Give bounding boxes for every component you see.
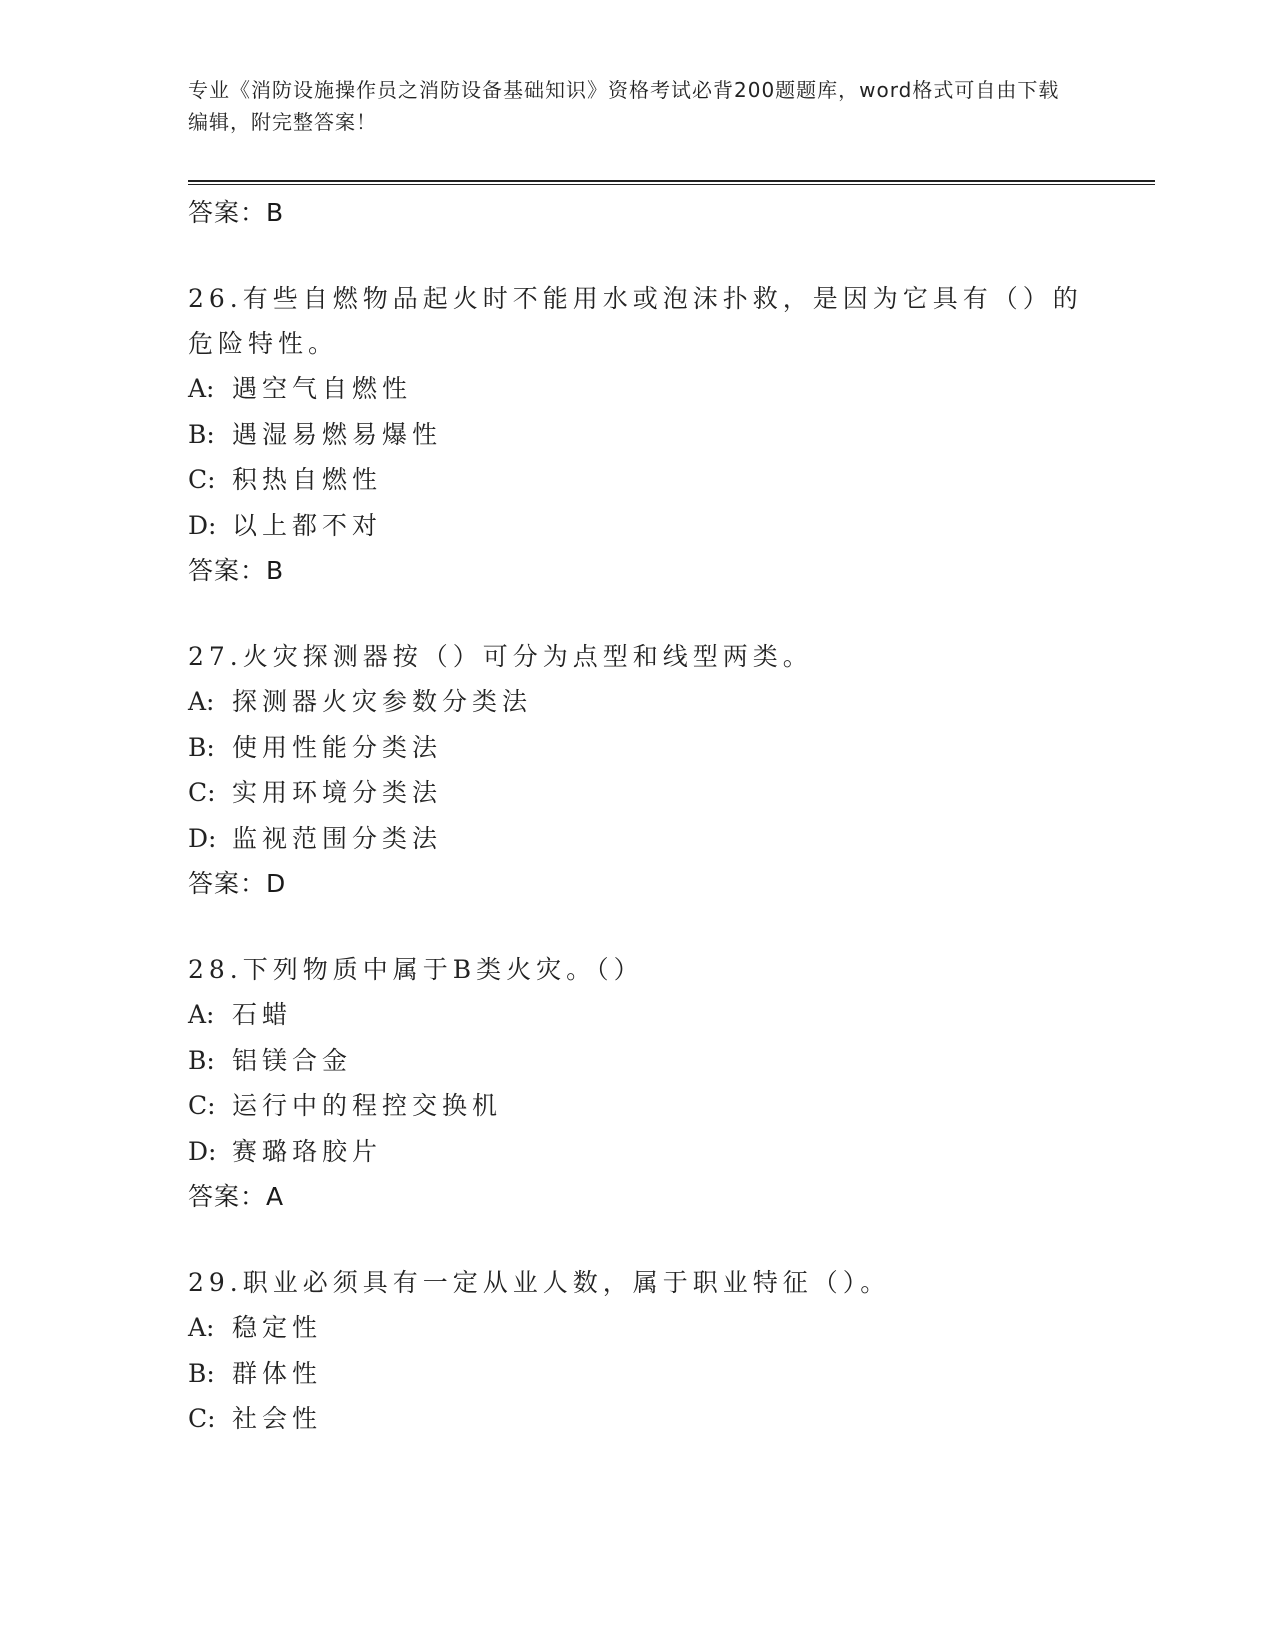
answer-line: 答案：B <box>188 198 285 227</box>
option-d <box>188 816 1088 862</box>
option-text: 稳定性 <box>232 1313 323 1342</box>
question-text: 29.职业必须具有一定从业人数，属于职业特征（）。 <box>188 1268 891 1297</box>
option-text: 探测器火灾参数分类法 <box>232 687 533 716</box>
question-item <box>188 947 1088 1220</box>
option-key: D: <box>188 823 217 853</box>
question-item <box>188 634 1088 907</box>
option-b <box>188 1038 1088 1084</box>
option-d <box>188 1129 1088 1175</box>
answer-line: 答案：D <box>188 869 287 898</box>
question-item <box>188 276 1088 594</box>
answer-line: 答案：A <box>188 1182 285 1211</box>
option-key: B: <box>188 419 215 449</box>
question-item <box>188 1260 1088 1442</box>
option-key: A: <box>188 374 215 403</box>
option-text: 社会性 <box>232 1404 323 1433</box>
page-header: 专业《消防设施操作员之消防设备基础知识》资格考试必背200题题库，word格式可自由下载编辑，附完整答案！ <box>188 78 1060 134</box>
option-d <box>188 503 1088 549</box>
option-a <box>188 366 1088 412</box>
option-a <box>188 992 1088 1038</box>
option-key: C: <box>188 778 216 807</box>
question-text: 27.火灾探测器按（）可分为点型和线型两类。 <box>188 642 813 671</box>
option-b <box>188 725 1088 771</box>
option-a <box>188 1305 1088 1351</box>
option-key: D: <box>188 1136 217 1166</box>
option-key: C: <box>188 1091 216 1120</box>
question-list <box>188 190 1088 1442</box>
option-text: 群体性 <box>232 1358 323 1388</box>
option-a <box>188 679 1088 725</box>
option-key: A: <box>188 687 215 716</box>
option-b <box>188 412 1088 458</box>
answer-line: 答案：B <box>188 556 285 585</box>
option-text: 遇空气自燃性 <box>232 374 413 403</box>
option-c <box>188 457 1088 503</box>
option-b <box>188 1351 1088 1397</box>
option-key: B: <box>188 1358 215 1388</box>
option-text: 遇湿易燃易爆性 <box>232 419 443 449</box>
option-text: 监视范围分类法 <box>232 823 443 853</box>
option-text: 使用性能分类法 <box>232 732 443 762</box>
option-text: 运行中的程控交换机 <box>232 1091 503 1120</box>
header-divider <box>188 180 1155 182</box>
option-key: A: <box>188 1313 215 1342</box>
option-key: B: <box>188 1045 215 1075</box>
option-text: 积热自燃性 <box>232 465 383 494</box>
option-text: 以上都不对 <box>232 510 383 540</box>
option-text: 铝镁合金 <box>232 1045 353 1075</box>
header-divider-thin <box>188 184 1155 185</box>
question-text: 26.有些自燃物品起火时不能用水或泡沫扑救，是因为它具有（）的危险特性。 <box>188 284 1083 358</box>
option-key: C: <box>188 465 216 494</box>
option-c <box>188 1396 1088 1442</box>
option-text: 实用环境分类法 <box>232 778 443 807</box>
option-key: A: <box>188 1000 215 1029</box>
option-c <box>188 770 1088 816</box>
question-text: 28.下列物质中属于B类火灾。（） <box>188 955 644 984</box>
option-text: 赛璐珞胶片 <box>232 1136 383 1166</box>
option-c <box>188 1083 1088 1129</box>
option-key: C: <box>188 1404 216 1433</box>
option-text: 石蜡 <box>232 1000 293 1029</box>
option-key: D: <box>188 510 217 540</box>
option-key: B: <box>188 732 215 762</box>
